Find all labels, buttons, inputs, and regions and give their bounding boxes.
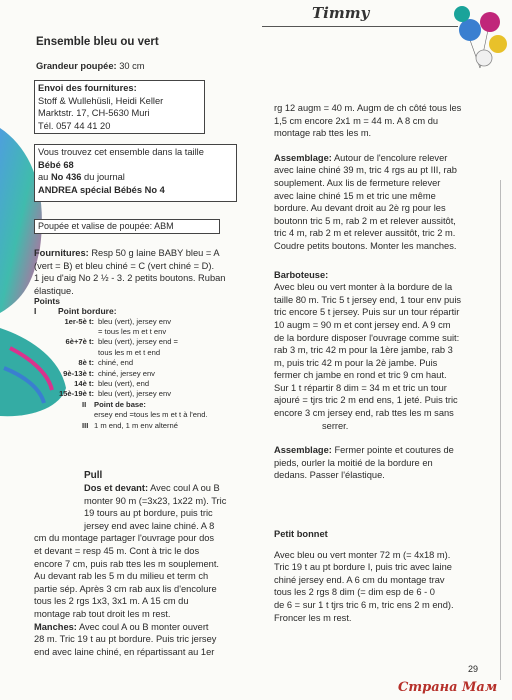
assembly-label: Assemblage: [274, 152, 332, 163]
doll-size-label: Grandeur poupée: [36, 61, 117, 71]
pullover-section: Pull Dos et devant: Avec coul A ou B monter 90 m (=3x23, 1x22 m). Tric 19 tours au pt bordure, puis tric jersey end avec laine chiné. A 8 cm du montage partager l'ouvrage pour dos et devant = resp 45 m. Cont à tric le dos encore 7 cm, puis rab ttes les m souplement. Au devant rab les 5 m du milieu et term ch partie sép. Après 3 cm rab aux lis d'encolure tous les 2 rgs 1x3, 3x1 m. A 15 cm du montage rab tout droit les m rest. Manches: Avec coul A ou B monter ouvert 28 m. Tric 19 t au pt bordure. Puis tric jersey end avec laine chiné, en répartissant au 1er [34, 470, 270, 658]
table-row: 1er-5è t: bleu (vert), jersey env [64, 316, 172, 326]
doll-credit-box: Poupée et valise de poupée: ABM [34, 219, 220, 234]
right-column: rg 12 augm = 40 m. Augm de ch côté tous les 1,5 cm encore 2x1 m = 44 m. A 8 cm du montage rab ttes les m. Assemblage: Autour de l'encolure relever avec laine chiné 39 m, tric 4 rgs au pt III, rab souplement. Aux lis de fermeture relever avec laine chiné 15 m et tric une même bordure. Au devant droit au 2è rg pour les boutonn tric 5 m, rab 2 m et relever aussitôt, tric 4 m, rab 2 m et relever aussitôt, tric 2 m. Coudre petits boutons. Monter les manches. Barboteuse: Avec bleu ou vert monter à la bordure de la taille 80 m. Tric 5 t jersey end, 1 tour env puis tric encore 5 t jersey. Puis sur un tour répartir 10 augm = 90 m et cont jersey end. A 9 cm de la bordure disposer l'ouvrage comme suit: rab 3 m, tric 42 m pour la 1ère jambe, rab 3 m, puis tric 42 m pour la 2è jambe. Puis fermer ch jambe en rond et tric 9 cm haut. Sur 1 t répartir 8 dim = 34 m et tric un tour ajouré = tjrs tric 2 m end ens, 1 jeté. Puis tric encore 3 cm jersey end, rab ttes les m sans serrer. Assemblage: Fermer pointe et coutures de pieds, ourler la moitié de la bordure en dedans. Passer l'élastique. Petit bonnet Avec bleu ou vert monter 72 m (= 4x18 m). Tric 19 t au pt bordure I, puis tric avec laine chiné jersey end. A 6 cm du montage trav tous les 2 rgs 8 dim (= dim esp de 6 - 0 de 6 = sur 1 t tjrs tric 6 m, tric ens 2 m end). Froncer les m rest. [274, 102, 484, 624]
bonnet-heading: Petit bonnet [274, 529, 328, 540]
table-row: 6è+7è t: bleu (vert), jersey end = [65, 337, 178, 347]
magazine-box [34, 144, 237, 202]
materials-text: élastique. [34, 285, 74, 296]
stitches-section: Points I Point bordure: 1er-5è t: bleu (vert), jersey env = tous les m et t env 6è+7è t: bleu (vert), jersey end = tous les m et t end 8è t: chiné, end 9è-13è t: chiné, jersey env 14è t: bleu (vert), end 15è-19è t: bleu (vert), jersey env II Point de base: ersey end =tous les m et t à l'end. III 1 m end, 1 m env alterné [34, 296, 264, 431]
table-row: 8è t: chiné, end [78, 358, 134, 368]
page-number: 29 [468, 664, 479, 674]
base-stitch-text: ersey end =tous les m et t à l'end. [94, 410, 208, 420]
doll-size-line [36, 60, 145, 73]
magazine-size: Bébé 68 [38, 159, 74, 170]
watermark: Страна Мам [398, 680, 498, 695]
magazine-issue-number: No 436 [50, 172, 82, 183]
table-row: tous les m et t end [98, 347, 161, 357]
table-row: = tous les m et t env [98, 326, 167, 336]
stitches-title: Points [34, 296, 60, 306]
materials-text: 1 jeu d'aig No 2 ½ - 3. 2 petits boutons. Ruban [34, 273, 226, 284]
balloons-illustration [440, 0, 512, 70]
magazine-issue-line: au No 436 du journal [38, 172, 125, 183]
header-rule [262, 26, 458, 27]
table-row: 15è-19è t: bleu (vert), jersey env [58, 389, 172, 399]
column-divider [500, 180, 501, 680]
supplies-line: Tél. 057 44 41 20 [38, 120, 111, 131]
supplies-heading: Envoi des fournitures: [38, 83, 137, 93]
materials-section [34, 247, 270, 297]
table-row: 9è-13è t: chiné, jersey env [63, 368, 155, 378]
document-title: Ensemble bleu ou vert [36, 36, 159, 48]
doll-size-value: 30 cm [119, 61, 145, 71]
materials-label: Fournitures: [34, 248, 89, 258]
table-row: 14è t: bleu (vert), end [74, 378, 150, 388]
supplies-line: Stoff & Wullehüsli, Heidi Keller [38, 95, 164, 106]
romper-heading: Barboteuse: [274, 269, 329, 280]
header-title: Timmy [312, 4, 370, 22]
supplies-line: Marktstr. 17, CH-5630 Muri [38, 108, 150, 119]
rib-stitch-text: 1 m end, 1 m env alterné [94, 420, 178, 430]
pullover-heading: Pull [84, 470, 103, 481]
materials-text: Resp 50 g laine BABY bleu = A [88, 248, 220, 258]
materials-text: (vert = B) et bleu chiné = C (vert chiné = D). [34, 260, 215, 271]
supplies-box [34, 80, 205, 134]
assembly-label-2: Assemblage: [274, 445, 332, 456]
magazine-line: Vous trouvez cet ensemble dans la taille [38, 147, 204, 157]
magazine-title: ANDREA spécial Bébés No 4 [38, 184, 165, 195]
base-stitch-heading: Point de base: [94, 399, 146, 409]
border-stitch-table [36, 317, 180, 400]
border-stitch-heading: Point bordure: [58, 306, 117, 316]
